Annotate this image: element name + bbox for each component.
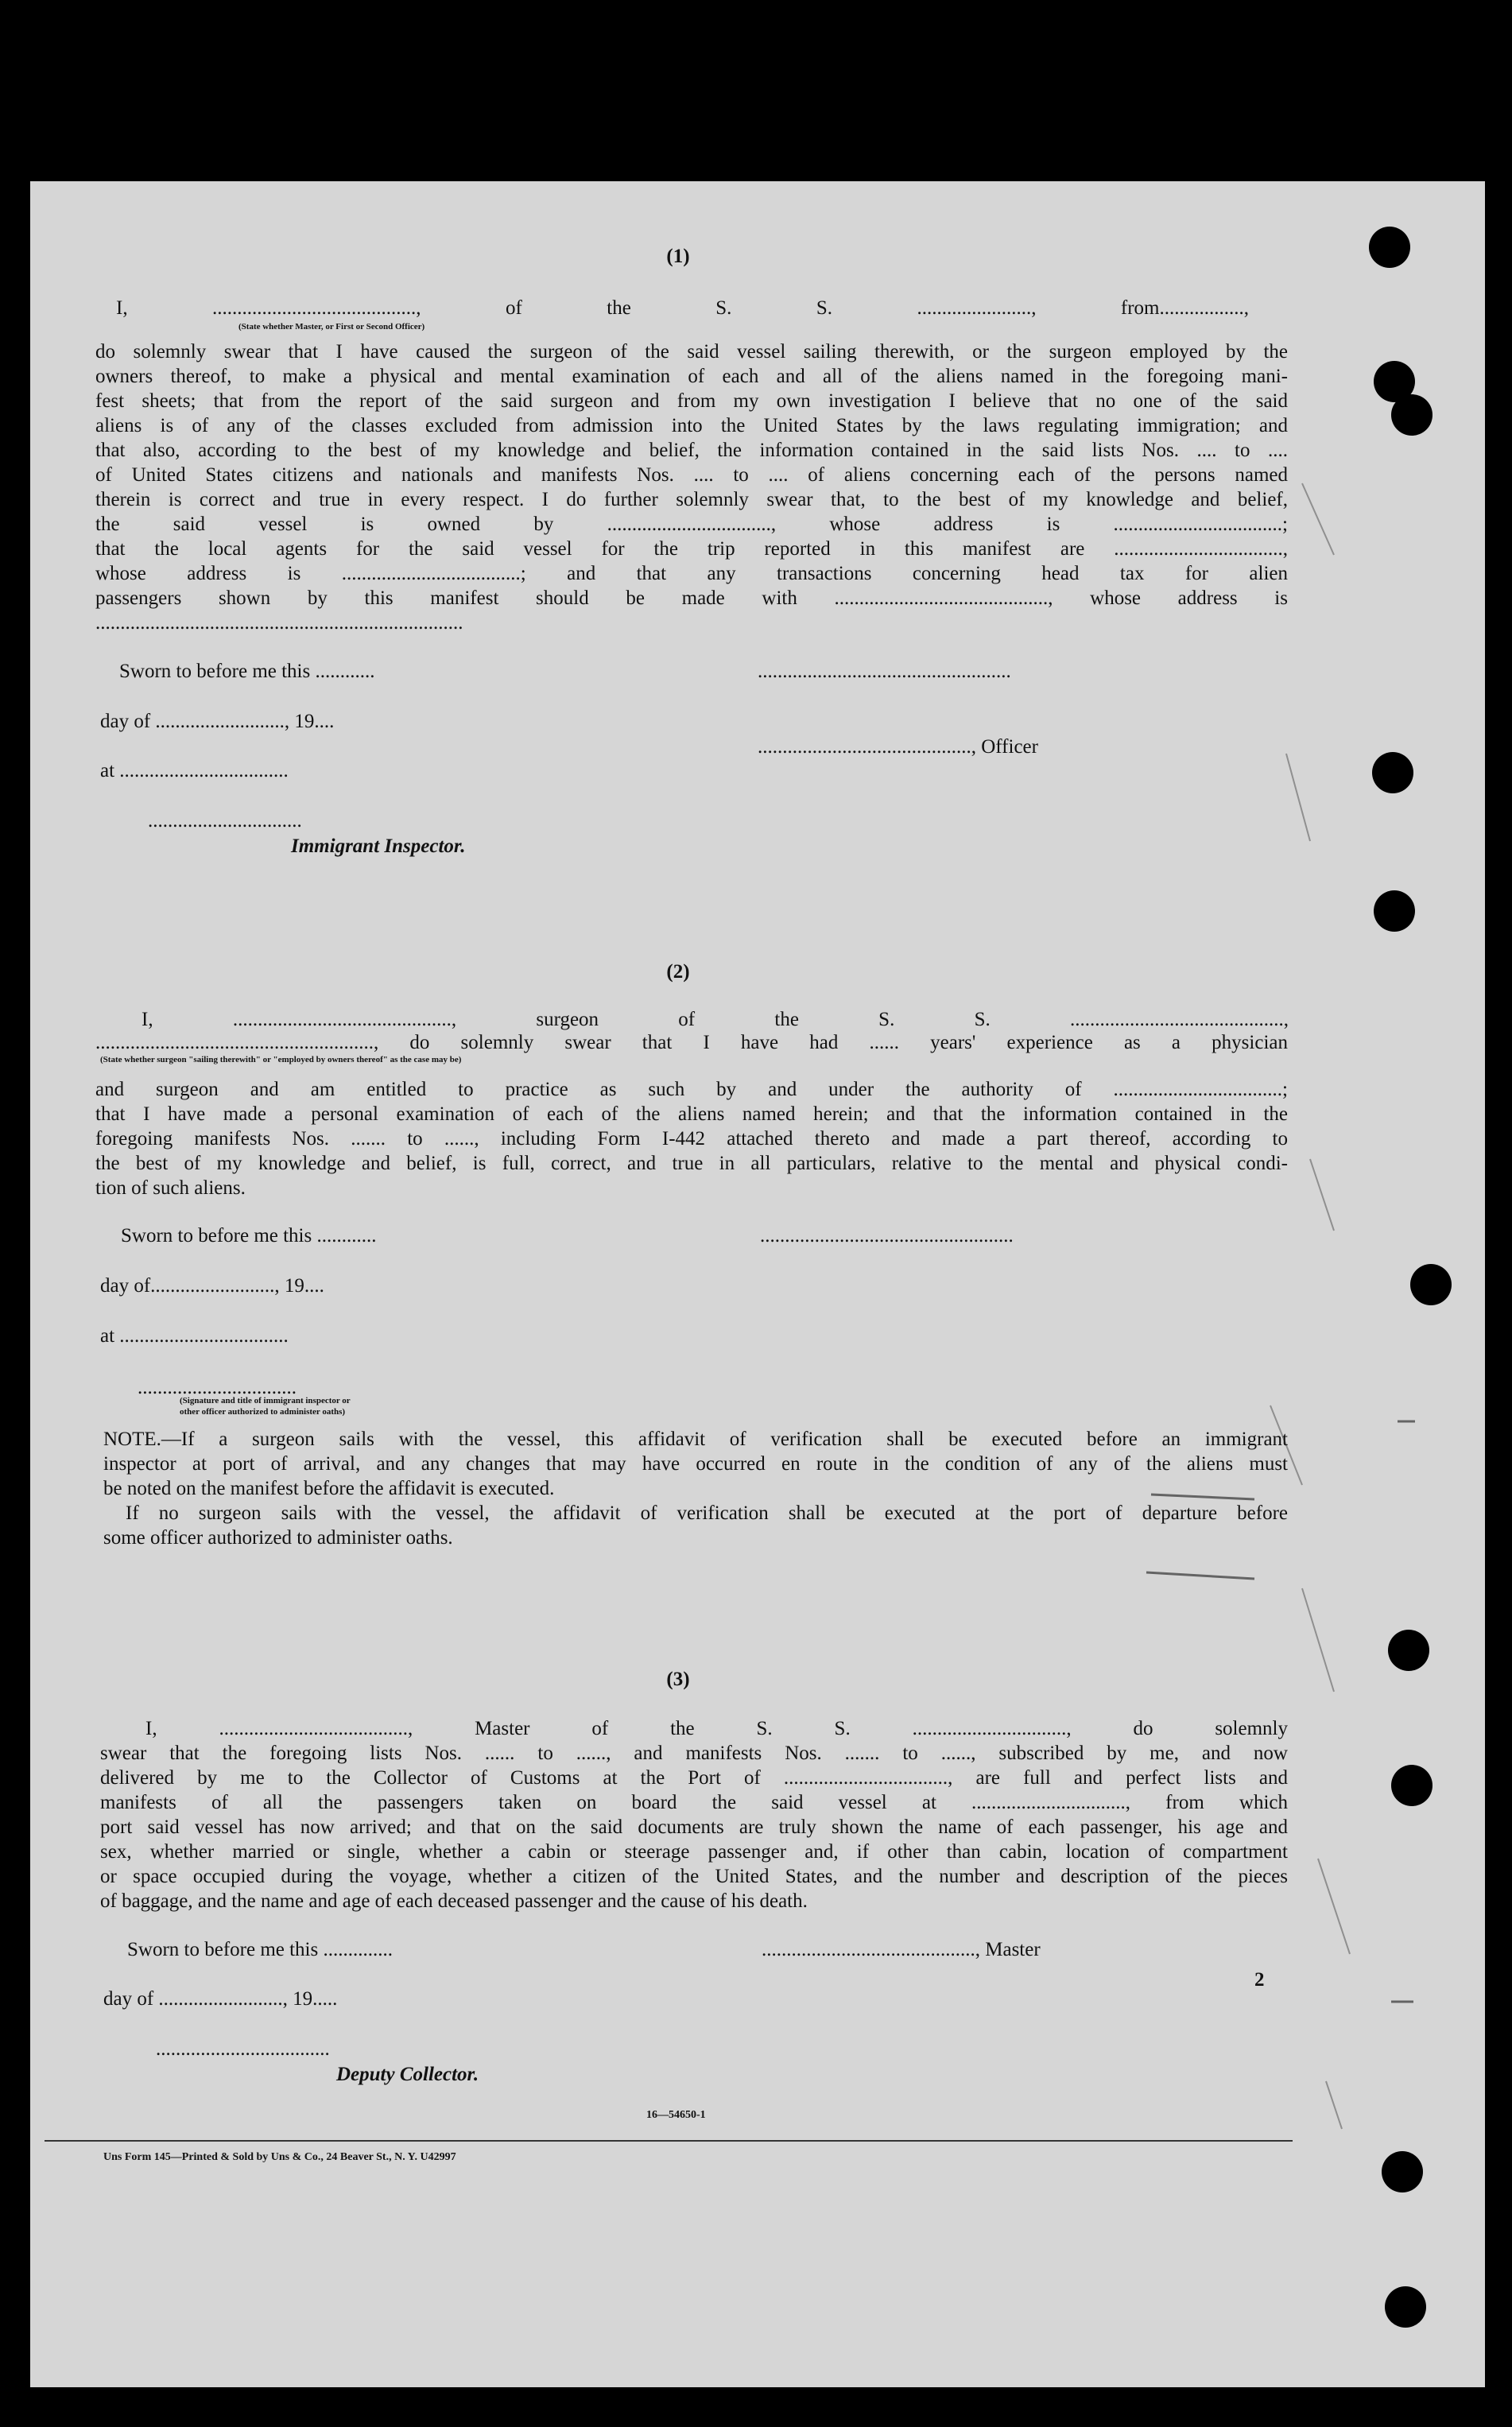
note-line: If no surgeon sails with the vessel, the affidavit of verification shall be executed at the port of departure before — [126, 1502, 1288, 1524]
section-2-signature-note: (Signature and title of immigrant inspector or — [180, 1396, 351, 1405]
section-3-sworn: Sworn to before me this .............. — [127, 1939, 393, 1960]
section-1-at: at .................................. — [100, 760, 289, 781]
body-line: I, ......................................, Master of the S. S. ..............................., do solemnly — [145, 1718, 1288, 1739]
body-line: therein is correct and true in every respect. I do further solemnly swear that, to the best of my knowledge and belief, — [95, 489, 1288, 510]
section-2-signature-note: other officer authorized to administer oaths) — [180, 1407, 346, 1417]
section-1-inspector-line: ............................... — [148, 810, 302, 832]
note-line: be noted on the manifest before the affidavit is executed. — [103, 1478, 555, 1499]
body-line: do solemnly swear that I have caused the surgeon of the said vessel sailing therewith, or the surgeon employed by the — [95, 341, 1288, 362]
body-line: port said vessel has now arrived; and that on the said documents are truly shown the name of each passenger, his age and — [100, 1816, 1288, 1838]
body-line: or space occupied during the voyage, whether a citizen of the United States, and the number and description of the pieces — [100, 1866, 1288, 1887]
section-2-line2-note: (State whether surgeon "sailing therewith" or "employed by owners thereof" as the case may be) — [100, 1055, 462, 1064]
body-line: foregoing manifests Nos. ....... to ......, including Form I-442 attached thereto and made a part thereof, according to — [95, 1128, 1288, 1150]
body-line: owners thereof, to make a physical and mental examination of each and all of the aliens named in the foregoing mani- — [95, 366, 1288, 387]
section-2-at: at .................................. — [100, 1325, 289, 1347]
footer-rule — [45, 2140, 1293, 2142]
section-2-number: (2) — [666, 961, 690, 983]
section-2-line2: ........................................................, do solemnly swear that I have had ...... years' experience as a physician — [95, 1032, 1288, 1053]
section-1-number: (1) — [666, 246, 690, 267]
body-line: the best of my knowledge and belief, is full, correct, and true in all particulars, relative to the mental and physical condi- — [95, 1153, 1288, 1174]
body-line: fest sheets; that from the report of the said surgeon and from my own investigation I believe that no one of the said — [95, 390, 1288, 412]
body-line: manifests of all the passengers taken on board the said vessel at ..............................., from which — [100, 1792, 1288, 1813]
body-line: sex, whether married or single, whether a cabin or steerage passenger and, if other than cabin, location of compartment — [100, 1841, 1288, 1863]
section-2-signature-line: ................................ — [138, 1377, 297, 1398]
section-1-oath-line: I, ........................................., of the S. S. ......................., from................., — [116, 297, 1249, 319]
body-line: aliens is of any of the classes excluded from admission into the United States by the laws regulating immigration; and — [95, 415, 1288, 436]
section-1-inspector-label: Immigrant Inspector. — [291, 835, 466, 857]
body-line: swear that the foregoing lists Nos. ...... to ......, and manifests Nos. ....... to ......, subscribed by me, and now — [100, 1743, 1288, 1764]
note-line: some officer authorized to administer oaths. — [103, 1527, 453, 1549]
body-line: .......................................................................... — [95, 612, 463, 634]
section-3-collector-line: ................................... — [156, 2038, 330, 2060]
section-1-sworn-right: ................................................... — [758, 661, 1011, 682]
body-line: delivered by me to the Collector of Customs at the Port of ................................., are full and perfect lists and — [100, 1767, 1288, 1789]
section-2-line1: I, ............................................, surgeon of the S. S. ..........................................., — [142, 1009, 1289, 1030]
body-line: tion of such aliens. — [95, 1177, 246, 1199]
body-line: and surgeon and am entitled to practice as such by and under the authority of ..................................; — [95, 1079, 1288, 1100]
section-1-day: day of .........................., 19.... — [100, 711, 335, 732]
body-line: of baggage, and the name and age of each deceased passenger and the cause of his death. — [100, 1890, 808, 1912]
section-3-master: ..........................................., Master — [762, 1939, 1041, 1960]
document-page — [30, 181, 1485, 2387]
body-line: the said vessel is owned by ................................., whose address is ..................................; — [95, 514, 1288, 535]
page-mark: 2 — [1254, 1969, 1265, 1991]
body-line: that the local agents for the said vessel for the trip reported in this manifest are .................................., — [95, 538, 1288, 560]
section-3-collector-label: Deputy Collector. — [336, 2064, 479, 2085]
section-2-sworn: Sworn to before me this ............ — [121, 1225, 377, 1246]
body-line: that I have made a personal examination of each of the aliens named herein; and that the information contained in the — [95, 1103, 1288, 1125]
body-line: of United States citizens and nationals and manifests Nos. .... to .... of aliens concerning each of the persons named — [95, 464, 1288, 486]
section-2-sworn-right: ................................................... — [760, 1225, 1014, 1246]
section-1-oath-note: (State whether Master, or First or Second Officer) — [238, 322, 425, 331]
section-1-sworn: Sworn to before me this ............ — [119, 661, 375, 682]
section-3-number: (3) — [666, 1669, 690, 1690]
body-line: passengers shown by this manifest should be made with ..........................................., whose address is — [95, 587, 1288, 609]
note-line: inspector at port of arrival, and any changes that may have occurred en route in the condition of any of the aliens must — [103, 1453, 1288, 1475]
form-number: 16—54650-1 — [646, 2109, 706, 2121]
body-line: that also, according to the best of my knowledge and belief, the information contained in the said lists Nos. .... to .... — [95, 440, 1288, 461]
note-line: NOTE.—If a surgeon sails with the vessel, this affidavit of verification shall be executed before an immigrant — [103, 1429, 1288, 1450]
body-line: whose address is ....................................; and that any transactions concerning head tax for alien — [95, 563, 1288, 584]
section-1-officer: ..........................................., Officer — [758, 736, 1038, 758]
footer-imprint: Uns Form 145—Printed & Sold by Uns & Co., 24 Beaver St., N. Y. U42997 — [103, 2151, 456, 2163]
section-2-day: day of........................., 19.... — [100, 1275, 324, 1297]
section-3-day: day of ........................., 19..... — [103, 1988, 338, 2010]
